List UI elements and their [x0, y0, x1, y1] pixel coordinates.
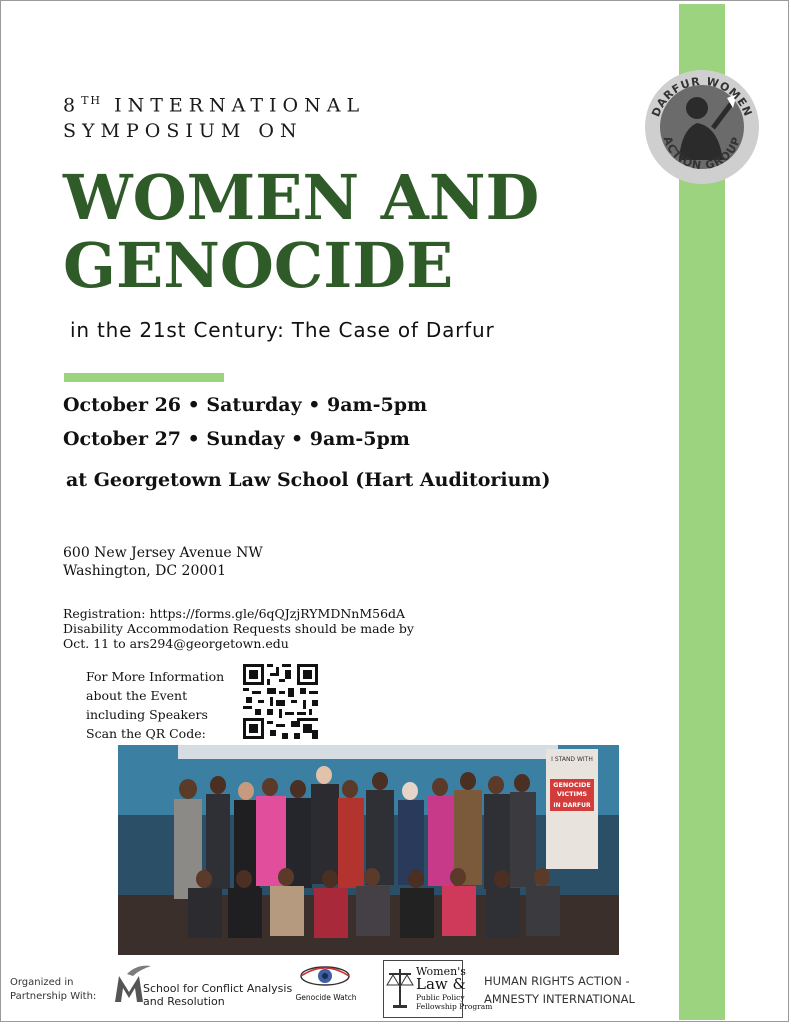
address-line2: Washington, DC 20001	[63, 563, 227, 579]
date-line-1: October 26 • Saturday • 9am-5pm	[63, 394, 428, 416]
qr-code[interactable]	[243, 664, 318, 739]
darfur-women-action-group-logo	[643, 68, 761, 186]
svg-text:ACTION GROUP: ACTION GROUP	[660, 134, 744, 173]
human-rights-action	[484, 972, 635, 1008]
school-name-line1: School for Conflict Analysis	[143, 982, 293, 995]
banner-line1: I STAND WITH	[551, 756, 593, 763]
subtitle: in the 21st Century: The Case of Darfur	[70, 318, 495, 342]
svg-text:DARFUR WOMEN: DARFUR WOMEN	[649, 74, 755, 119]
organized-line1: Organized in	[10, 977, 74, 988]
womens-law-line2: Law &	[416, 975, 466, 993]
womens-law-program	[416, 993, 492, 1011]
group-photo	[118, 745, 619, 955]
accommodation-email[interactable]: Oct. 11 to ars294@georgetown.edu	[63, 636, 289, 651]
school-name	[143, 982, 292, 1008]
ordinal-suffix: TH	[81, 94, 103, 107]
more-info-line2: about the Event	[86, 688, 188, 703]
hr-line2: AMNESTY INTERNATIONAL	[484, 992, 635, 1006]
banner-line4: IN DARFUR	[553, 802, 591, 809]
title-line2: GENOCIDE	[63, 229, 454, 302]
symposium-heading	[63, 88, 365, 144]
green-accent-bar	[64, 373, 224, 382]
heading-line1: INTERNATIONAL	[102, 94, 366, 117]
people-front-row	[188, 868, 560, 938]
accommodation-line: Disability Accommodation Requests should be made by	[63, 621, 414, 636]
more-info-line4: Scan the QR Code:	[86, 726, 206, 741]
heading-line2: SYMPOSIUM ON	[63, 120, 303, 143]
registration-info	[63, 606, 414, 651]
organized-line2: Partnership With:	[10, 991, 97, 1002]
more-info-text	[86, 667, 224, 743]
more-info-line3: including Speakers	[86, 707, 208, 722]
scales-icon	[386, 965, 414, 1013]
banner-line2: GENOCIDE	[553, 781, 591, 789]
organized-in-partnership	[10, 976, 96, 1004]
womens-law-line1: Women's	[416, 965, 466, 978]
page-title	[63, 161, 540, 302]
genocide-watch-label: Genocide Watch	[295, 993, 357, 1002]
ordinal-number: 8	[63, 94, 82, 117]
school-name-line2: and Resolution	[143, 995, 225, 1008]
venue: at Georgetown Law School (Hart Auditorium)	[66, 469, 551, 491]
date-line-2: October 27 • Sunday • 9am-5pm	[63, 428, 410, 450]
title-line1: WOMEN AND	[63, 161, 540, 234]
address-line1: 600 New Jersey Avenue NW	[63, 545, 263, 561]
registration-link[interactable]: Registration: https://forms.gle/6qQJzjRYMDNnM56dA	[63, 606, 406, 621]
address	[63, 544, 263, 580]
banner-line3: VICTIMS	[556, 790, 588, 798]
womens-law-line3: Public Policy	[416, 993, 465, 1002]
more-info-line1: For More Information	[86, 669, 225, 684]
hr-line1: HUMAN RIGHTS ACTION -	[484, 974, 630, 988]
womens-law-line4: Fellowship Program	[416, 1002, 493, 1011]
genocide-watch-logo	[296, 962, 354, 1016]
